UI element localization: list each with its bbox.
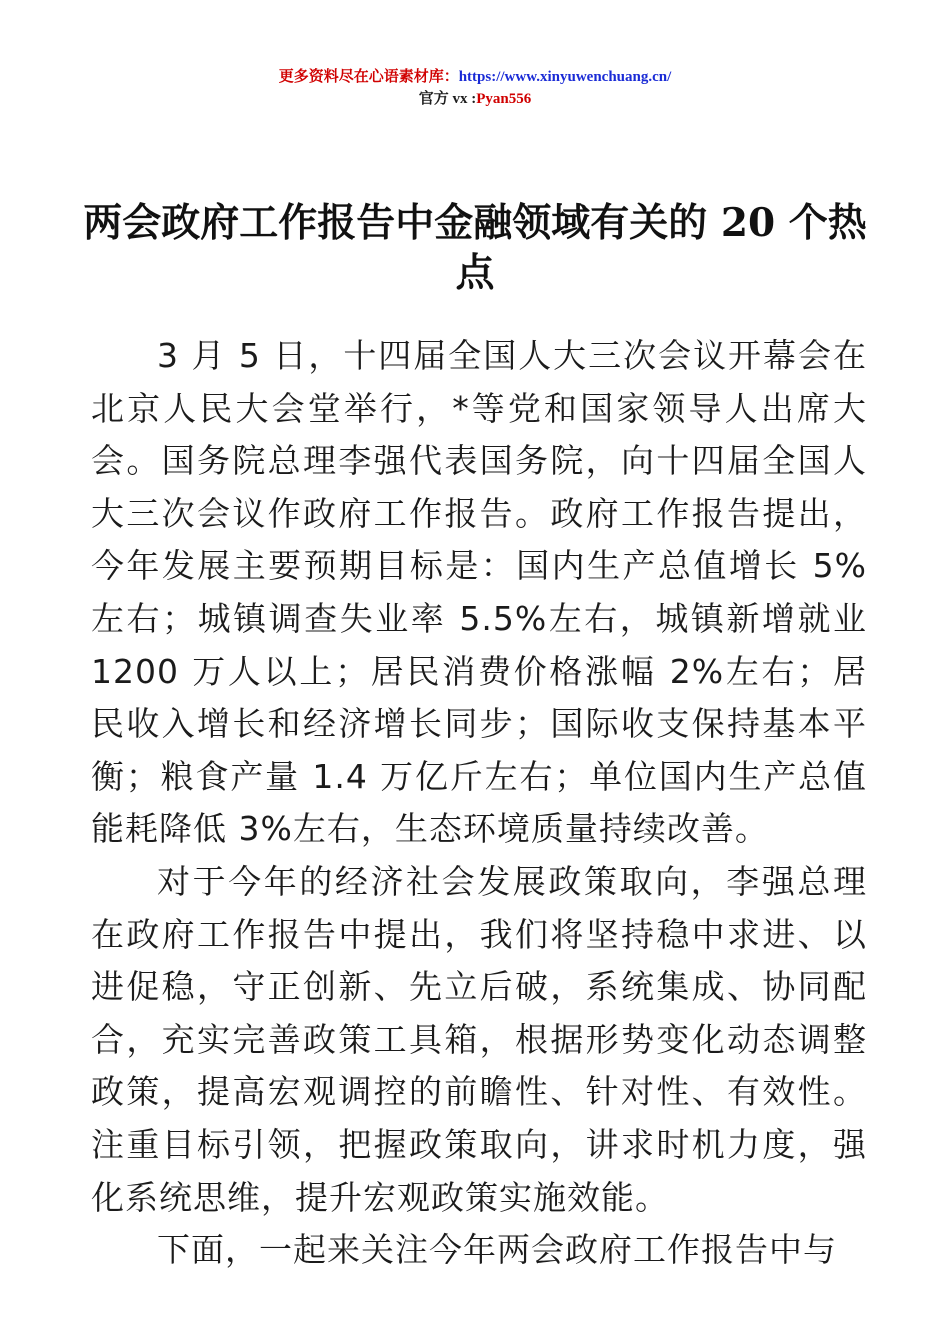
promo-line-2 xyxy=(0,88,950,110)
document-title: 两会政府工作报告中金融领域有关的 20 个热点 xyxy=(83,200,867,297)
promo-text: 更多资料尽在心语素材库： xyxy=(278,69,459,85)
body-paragraph-3: 下面，一起来关注今年两会政府工作报告中与 xyxy=(157,1230,837,1270)
body-paragraph-1: 3 月 5 日，十四届全国人大三次会议开幕会在北京人民大会堂举行，*等党和国家领导人出席大会。国务院总理李强代表国务院，向十四届全国人大三次会议作政府工作报告。政府工作报告提出，今年发展主要预期目标是：国内生产总值增长 5%左右；城镇调查失业率 5.5%左右，城镇新增就业 1200 万人以上；居民消费价格涨幅 2%左右；居民收入增长和经济增长同步；国际收支保持基本平衡；粮食产量 1.4 万亿斤左右；单位国内生产总值能耗降低 3%左右，生态环境质量持续改善。 xyxy=(91,336,867,849)
promo-header xyxy=(0,66,950,110)
promo-line-1 xyxy=(0,66,950,88)
body-paragraph-2: 对于今年的经济社会发展政策取向，李强总理在政府工作报告中提出，我们将坚持稳中求进、以进促稳，守正创新、先立后破，系统集成、协同配合，充实完善政策工具箱，根据形势变化动态调整政策，提高宏观调控的前瞻性、针对性、有效性。注重目标引领，把握政策取向，讲求时机力度，强化系统思维，提升宏观政策实施效能。 xyxy=(91,861,867,1217)
document-body xyxy=(91,330,867,1277)
wechat-label: 官方 vx : xyxy=(418,91,477,107)
wechat-id: Pyan556 xyxy=(476,91,532,107)
promo-url-link[interactable]: https://www.xinyuwenchuang.cn/ xyxy=(458,69,672,85)
